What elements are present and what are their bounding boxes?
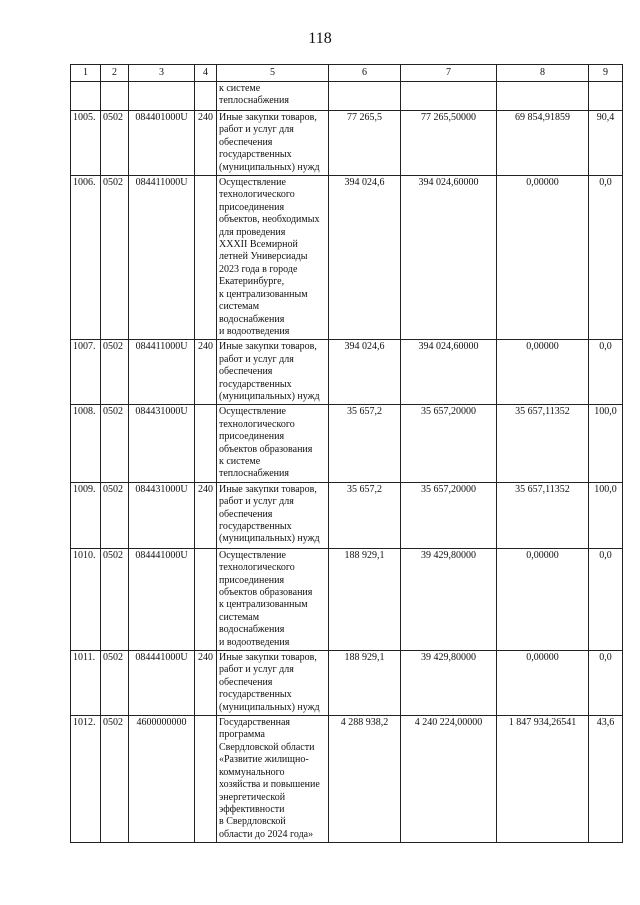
expense-type: 240 <box>195 651 217 716</box>
header-cell: 1 <box>71 65 101 82</box>
header-cell: 3 <box>129 65 195 82</box>
expense-type <box>195 548 217 650</box>
header-cell: 5 <box>217 65 329 82</box>
table-row <box>71 548 623 650</box>
execution-percent: 0,0 <box>589 651 623 716</box>
execution-percent: 43,6 <box>589 716 623 843</box>
approved-amount: 35 657,20000 <box>401 405 497 482</box>
expense-type: 240 <box>195 482 217 548</box>
target-code: 084441000U <box>129 651 195 716</box>
row-number: 1009. <box>71 482 101 548</box>
section-code: 0502 <box>101 548 129 650</box>
plan-amount: 4 288 938,2 <box>329 716 401 843</box>
execution-percent: 100,0 <box>589 405 623 482</box>
header-cell: 7 <box>401 65 497 82</box>
budget-table <box>70 64 623 843</box>
approved-amount: 39 429,80000 <box>401 548 497 650</box>
table-row <box>71 482 623 548</box>
row-number: 1010. <box>71 548 101 650</box>
plan-amount: 188 929,1 <box>329 651 401 716</box>
executed-amount: 1 847 934,26541 <box>497 716 589 843</box>
table-row <box>71 111 623 176</box>
section-code: 0502 <box>101 716 129 843</box>
header-cell: 2 <box>101 65 129 82</box>
execution-percent: 0,0 <box>589 340 623 405</box>
header-cell: 8 <box>497 65 589 82</box>
approved-amount: 394 024,60000 <box>401 176 497 340</box>
table-row <box>71 405 623 482</box>
item-name: Осуществление технологического присоединения объектов, необходимых для проведения XXXII Всемирной летней Универсиады 2023 года в городе Екатеринбурге, к централизованным системам водоснабжения и водоотведения <box>217 176 329 340</box>
approved-amount: 77 265,50000 <box>401 111 497 176</box>
execution-percent: 90,4 <box>589 111 623 176</box>
item-name: Иные закупки товаров, работ и услуг для обеспечения государственных (муниципальных) нужд <box>217 482 329 548</box>
header-cell: 9 <box>589 65 623 82</box>
target-code: 084401000U <box>129 111 195 176</box>
page-number: 118 <box>308 30 332 47</box>
section-code: 0502 <box>101 111 129 176</box>
table-row <box>71 716 623 843</box>
expense-type: 240 <box>195 111 217 176</box>
target-code: 084411000U <box>129 340 195 405</box>
execution-percent: 100,0 <box>589 482 623 548</box>
plan-amount: 35 657,2 <box>329 482 401 548</box>
target-code: 084431000U <box>129 482 195 548</box>
row-number: 1011. <box>71 651 101 716</box>
table-row <box>71 340 623 405</box>
row-number: 1008. <box>71 405 101 482</box>
plan-amount: 35 657,2 <box>329 405 401 482</box>
plan-amount: 394 024,6 <box>329 176 401 340</box>
item-name: Иные закупки товаров, работ и услуг для обеспечения государственных (муниципальных) нужд <box>217 111 329 176</box>
expense-type <box>195 716 217 843</box>
executed-amount: 0,00000 <box>497 651 589 716</box>
plan-amount: 394 024,6 <box>329 340 401 405</box>
executed-amount: 0,00000 <box>497 176 589 340</box>
plan-amount: 77 265,5 <box>329 111 401 176</box>
section-code: 0502 <box>101 482 129 548</box>
expense-type: 240 <box>195 340 217 405</box>
target-code: 084431000U <box>129 405 195 482</box>
plan-amount: 188 929,1 <box>329 548 401 650</box>
section-code: 0502 <box>101 651 129 716</box>
approved-amount: 35 657,20000 <box>401 482 497 548</box>
header-cell: 6 <box>329 65 401 82</box>
continuation-row <box>71 82 623 111</box>
section-code: 0502 <box>101 176 129 340</box>
execution-percent: 0,0 <box>589 548 623 650</box>
approved-amount: 394 024,60000 <box>401 340 497 405</box>
target-code: 084411000U <box>129 176 195 340</box>
execution-percent: 0,0 <box>589 176 623 340</box>
continuation-text: к системе теплоснабжения <box>217 82 329 111</box>
item-name: Иные закупки товаров, работ и услуг для обеспечения государственных (муниципальных) нужд <box>217 340 329 405</box>
item-name: Осуществление технологического присоединения объектов образования к централизованным системам водоснабжения и водоотведения <box>217 548 329 650</box>
approved-amount: 39 429,80000 <box>401 651 497 716</box>
executed-amount: 35 657,11352 <box>497 482 589 548</box>
row-number: 1006. <box>71 176 101 340</box>
expense-type <box>195 405 217 482</box>
executed-amount: 0,00000 <box>497 340 589 405</box>
executed-amount: 35 657,11352 <box>497 405 589 482</box>
table-row <box>71 651 623 716</box>
item-name: Государственная программа Свердловской области «Развитие жилищно- коммунального хозяйства и повышение энергетической эффективности в Свердловской области до 2024 года» <box>217 716 329 843</box>
row-number: 1005. <box>71 111 101 176</box>
section-code: 0502 <box>101 405 129 482</box>
item-name: Иные закупки товаров, работ и услуг для обеспечения государственных (муниципальных) нужд <box>217 651 329 716</box>
executed-amount: 69 854,91859 <box>497 111 589 176</box>
item-name: Осуществление технологического присоединения объектов образования к системе теплоснабжения <box>217 405 329 482</box>
row-number: 1012. <box>71 716 101 843</box>
approved-amount: 4 240 224,00000 <box>401 716 497 843</box>
executed-amount: 0,00000 <box>497 548 589 650</box>
header-cell: 4 <box>195 65 217 82</box>
target-code: 4600000000 <box>129 716 195 843</box>
expense-type <box>195 176 217 340</box>
row-number: 1007. <box>71 340 101 405</box>
table-row <box>71 176 623 340</box>
target-code: 084441000U <box>129 548 195 650</box>
header-row <box>71 65 623 82</box>
section-code: 0502 <box>101 340 129 405</box>
